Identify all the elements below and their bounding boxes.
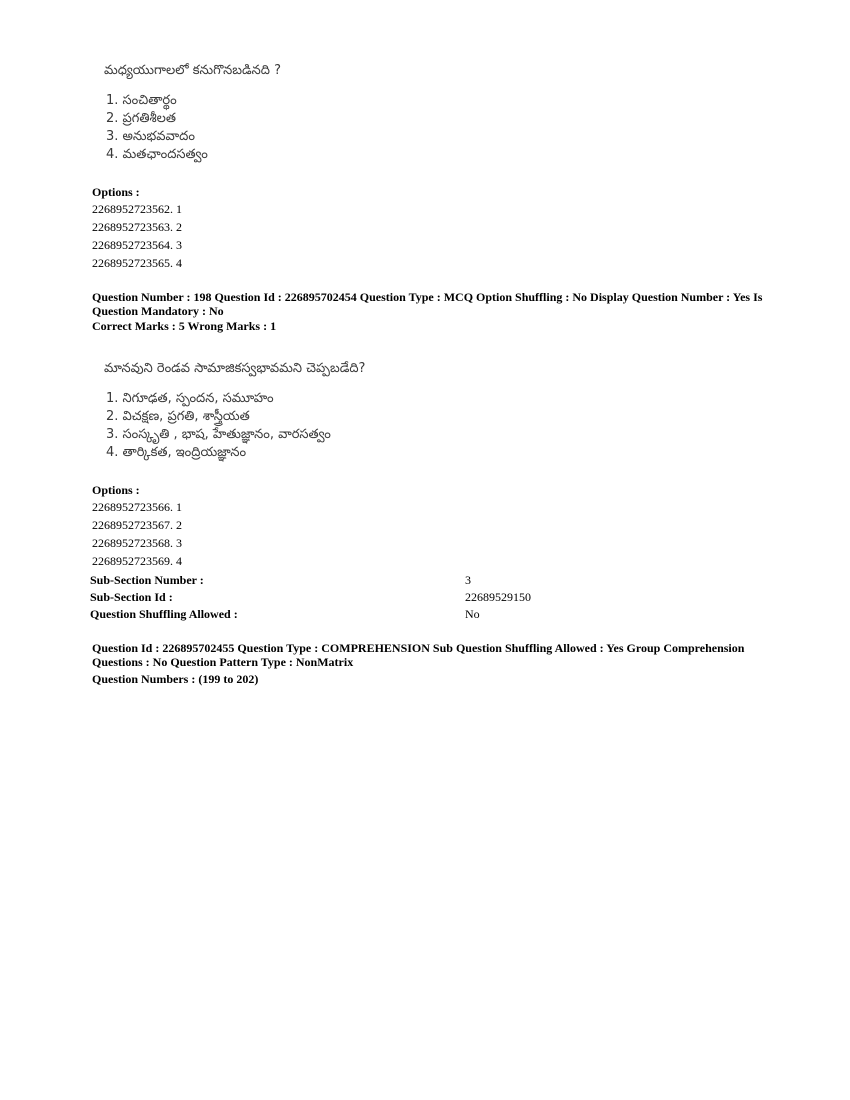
- q198-option-id-4: 2268952723569. 4: [92, 554, 182, 568]
- q198-choice-1: 1. నిగూఢత, స్పందన, సమూహం: [106, 391, 274, 406]
- q198-options-label: Options :: [92, 483, 140, 497]
- subsection-number-label: Sub-Section Number :: [90, 573, 204, 587]
- q197-option-id-1: 2268952723562. 1: [92, 202, 182, 216]
- subsection-shuffle-value: No: [465, 607, 480, 621]
- q198-choice-2: 2. విచక్షణ, ప్రగతి, శాస్త్రీయత: [106, 409, 250, 424]
- subsection-id-value: 22689529150: [465, 590, 531, 604]
- q198-choice-3: 3. సంస్కృతి , భాష, హేతుజ్ఞానం, వారసత్వం: [106, 427, 331, 442]
- q197-question-text: మధ్యయుగాలలో కనుగొనబడినది ?: [104, 63, 281, 78]
- q197-choice-3: 3. అనుభవవాదం: [106, 129, 195, 144]
- q198-option-id-3: 2268952723568. 3: [92, 536, 182, 550]
- q197-choice-4: 4. మతఛాందసత్వం: [106, 147, 208, 162]
- q197-option-id-4: 2268952723565. 4: [92, 256, 182, 270]
- q198-option-id-2: 2268952723567. 2: [92, 518, 182, 532]
- q197-choice-1: 1. సంచితార్థం: [106, 93, 177, 108]
- q197-choice-2: 2. ప్రగతిశీలత: [106, 111, 177, 126]
- subsection-id-label: Sub-Section Id :: [90, 590, 173, 604]
- comprehension-question-numbers: Question Numbers : (199 to 202): [92, 672, 259, 686]
- q198-choice-4: 4. తార్కికత, ఇంద్రియజ్ఞానం: [106, 445, 247, 460]
- subsection-number-value: 3: [465, 573, 471, 587]
- q198-option-id-1: 2268952723566. 1: [92, 500, 182, 514]
- q197-options-label: Options :: [92, 185, 140, 199]
- q197-option-id-3: 2268952723564. 3: [92, 238, 182, 252]
- q198-meta: Question Number : 198 Question Id : 226895702454 Question Type : MCQ Option Shuffling : No Display Question Number : Yes Is Question Mandatory : No: [92, 290, 763, 318]
- q197-option-id-2: 2268952723563. 2: [92, 220, 182, 234]
- q198-question-text: మానవుని రెండవ సామాజికస్వభావమని చెప్పబడేది?: [104, 361, 366, 376]
- comprehension-meta: Question Id : 226895702455 Question Type : COMPREHENSION Sub Question Shuffling Allowed : Yes Group Comprehension Questions : No Question Pattern Type : NonMatrix: [92, 641, 745, 669]
- subsection-shuffle-label: Question Shuffling Allowed :: [90, 607, 238, 621]
- q198-marks: Correct Marks : 5 Wrong Marks : 1: [92, 319, 277, 333]
